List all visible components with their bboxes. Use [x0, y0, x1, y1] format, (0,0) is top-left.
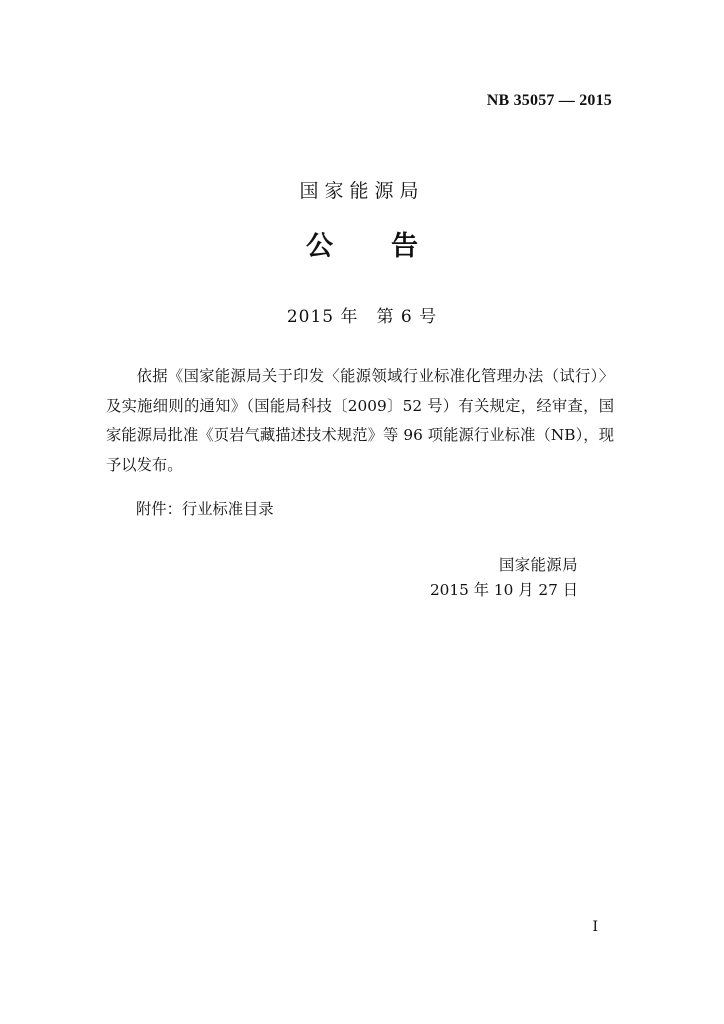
document-type-title: 公告: [306, 231, 476, 262]
signature-organization: 国家能源局: [499, 556, 578, 574]
standard-code: NB 35057 — 2015: [486, 92, 612, 109]
attachment-line: 附件：行业标准目录: [136, 500, 274, 518]
signature-date: 2015 年 10 月 27 日: [429, 581, 578, 599]
issuer-title: 国家能源局: [299, 180, 425, 202]
announcement-body: 依据《国家能源局关于印发〈能源领域行业标准化管理办法（试行）〉及实施细则的通知》（国能局科技〔2009〕52 号）有关规定，经审查，国家能源局批准《页岩气藏描述技术规范》等 96 项能源行业标准（NB），现予以发布。: [106, 367, 614, 474]
document-number: 2015 年 第 6 号: [286, 307, 438, 327]
page-number: I: [592, 919, 598, 935]
